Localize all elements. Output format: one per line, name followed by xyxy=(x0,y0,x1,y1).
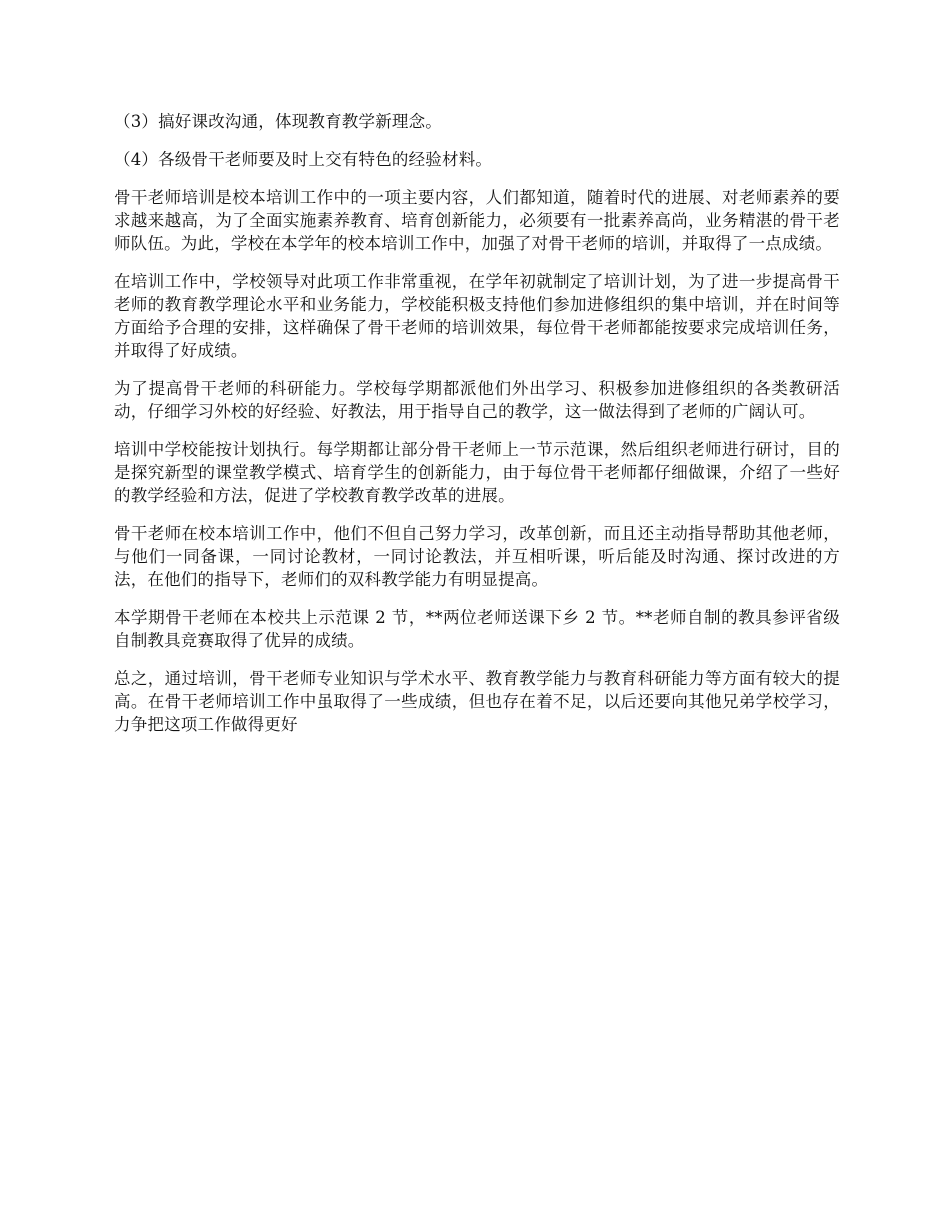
paragraph-research-ability: 为了提高骨干老师的科研能力。学校每学期都派他们外出学习、积极参加进修组织的各类教研活动，仔细学习外校的好经验、好教法，用于指导自己的教学，这一做法得到了老师的广阔认可。 xyxy=(114,379,840,421)
paragraph-achievements: 本学期骨干老师在本校共上示范课 2 节，**两位老师送课下乡 2 节。**老师自制的教具参评省级自制教具竞赛取得了优异的成绩。 xyxy=(114,608,840,650)
document-body xyxy=(114,110,840,751)
paragraph-item-4: （4）各级骨干老师要及时上交有特色的经验材料。 xyxy=(114,150,493,169)
paragraph-mentoring: 骨干老师在校本培训工作中，他们不但自己努力学习，改革创新，而且还主动指导帮助其他老师，与他们一同备课，一同讨论教材，一同讨论教法，并互相听课，听后能及时沟通、探讨改进的方法，在他们的指导下，老师们的双科教学能力有明显提高。 xyxy=(114,524,840,589)
paragraph-conclusion: 总之，通过培训，骨干老师专业知识与学术水平、教育教学能力与教育科研能力等方面有较大的提高。在骨干老师培训工作中虽取得了一些成绩，但也存在着不足，以后还要向其他兄弟学校学习，力争把这项工作做得更好 xyxy=(114,669,840,734)
paragraph-demo-lessons: 培训中学校能按计划执行。每学期都让部分骨干老师上一节示范课，然后组织老师进行研讨，目的是探究新型的课堂教学模式、培育学生的创新能力，由于每位骨干老师都仔细做课，介绍了一些好的教学经验和方法，促进了学校教育教学改革的进展。 xyxy=(114,440,840,505)
paragraph-training-overview: 骨干老师培训是校本培训工作中的一项主要内容，人们都知道，随着时代的进展、对老师素养的要求越来越高，为了全面实施素养教育、培育创新能力，必须要有一批素养高尚，业务精湛的骨干老师队伍。为此，学校在本学年的校本培训工作中，加强了对骨干老师的培训，并取得了一点成绩。 xyxy=(114,188,840,253)
paragraph-item-3: （3）搞好课改沟通，体现教育教学新理念。 xyxy=(114,112,442,131)
paragraph-leadership-plan: 在培训工作中，学校领导对此项工作非常重视，在学年初就制定了培训计划，为了进一步提高骨干老师的教育教学理论水平和业务能力，学校能积极支持他们参加进修组织的集中培训，并在时间等方面给予合理的安排，这样确保了骨干老师的培训效果，每位骨干老师都能按要求完成培训任务，并取得了好成绩。 xyxy=(114,272,840,360)
